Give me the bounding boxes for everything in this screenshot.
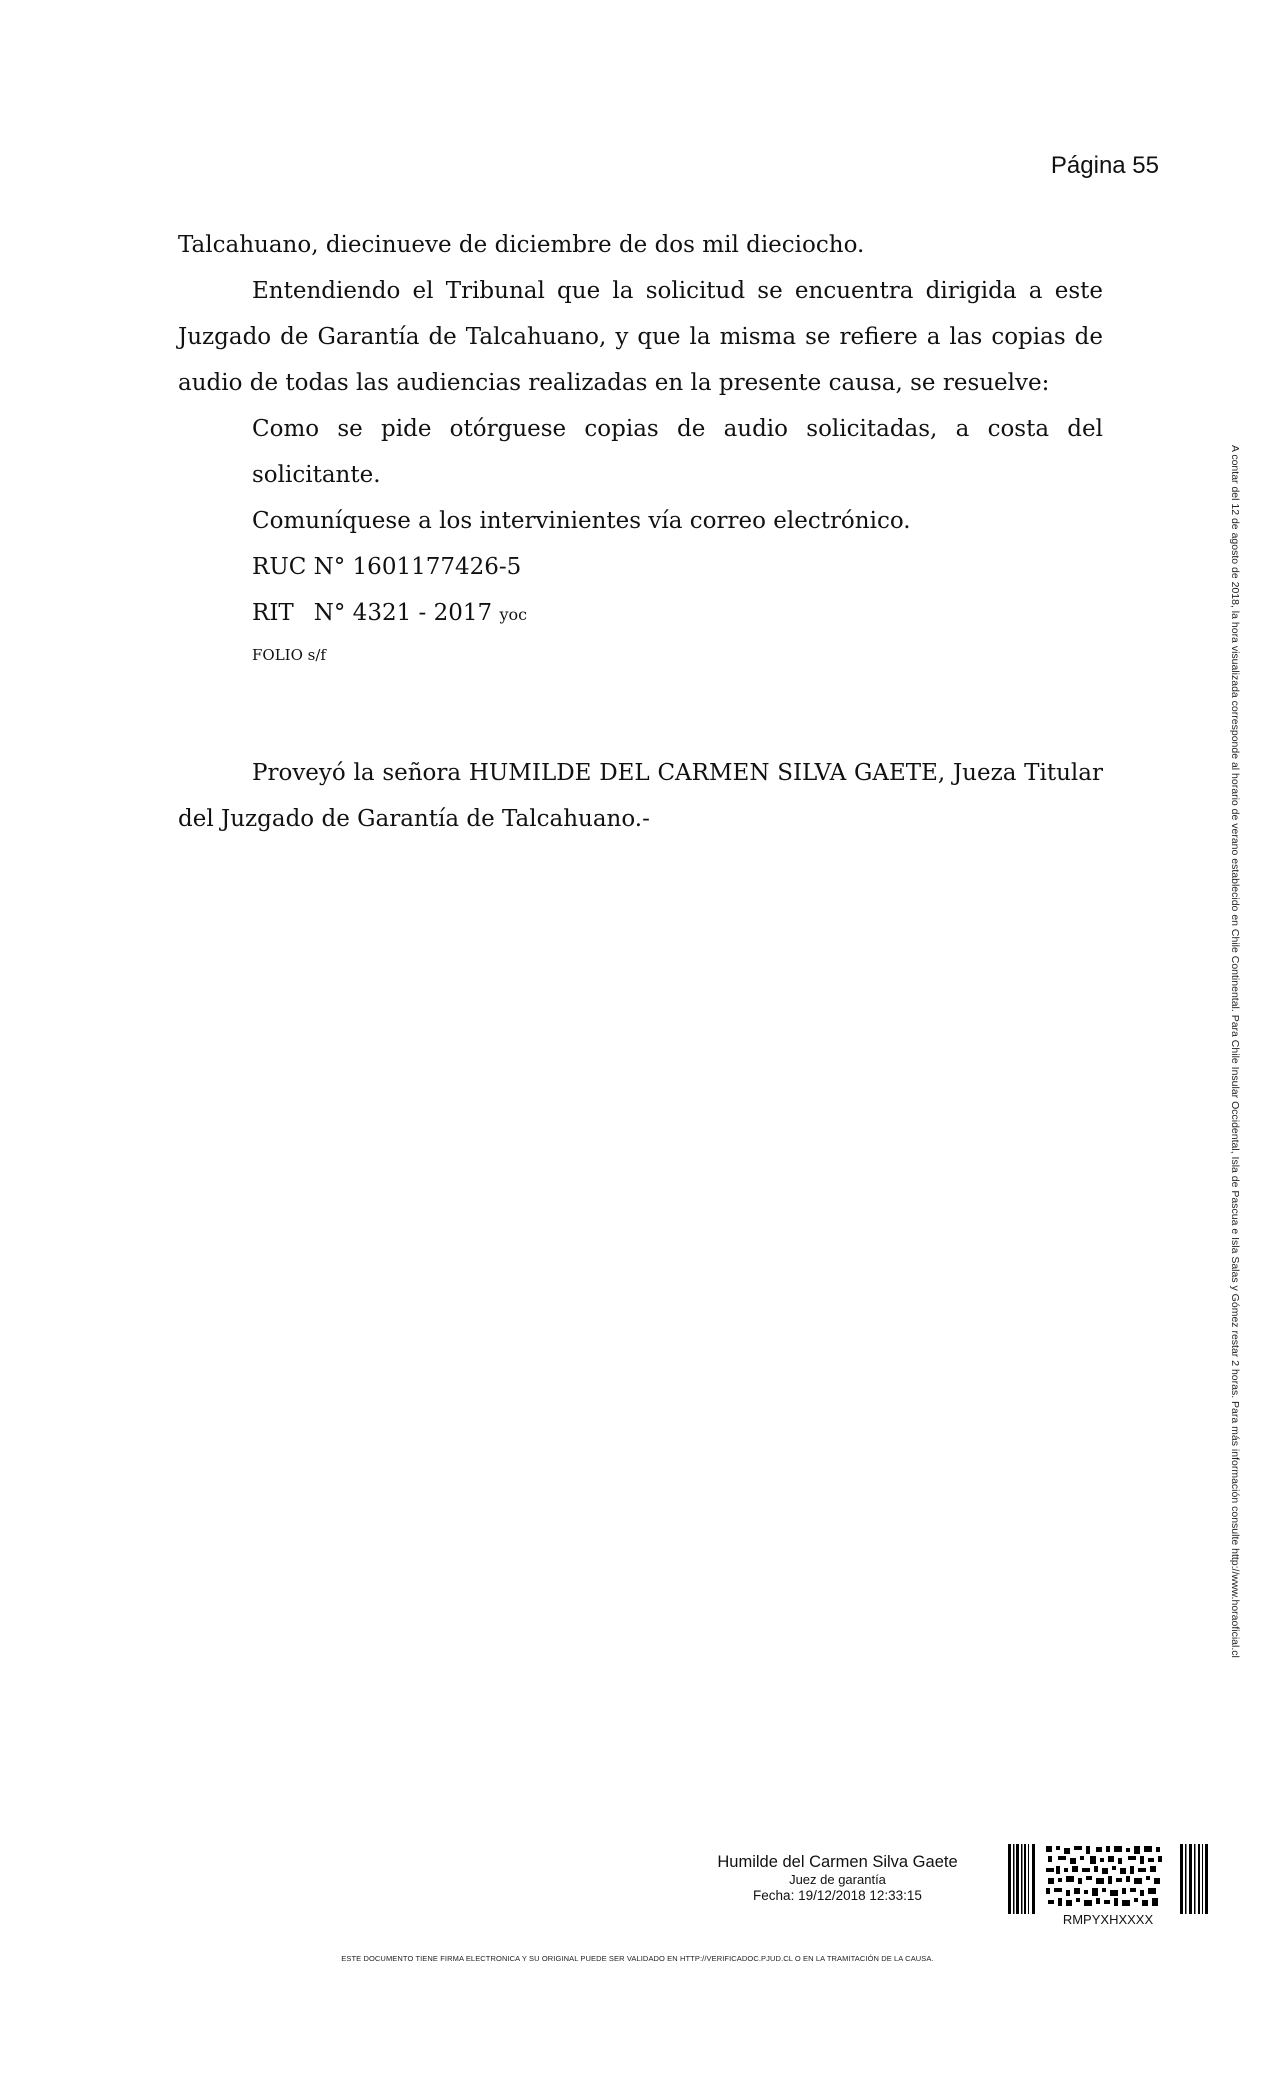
signer-role: Juez de garantía: [789, 1872, 886, 1887]
date-line: Talcahuano, diecinueve de diciembre de dos mil dieciocho.: [178, 232, 865, 258]
order-notify: Comuníquese a los intervinientes vía correo electrónico.: [252, 508, 911, 534]
rit-label: RIT: [252, 600, 294, 626]
paragraph-considering: Entendiendo el Tribunal que la solicitud se encuentra dirigida a este Juzgado de Garantía de Talcahuano, y que la misma se refiere a las copias de audio de todas las audiencias realizadas en la presente causa, se resuelve:: [178, 278, 1103, 396]
signature-block: [700, 1852, 975, 1904]
order-grant-copies: Como se pide otórguese copias de audio solicitadas, a costa del solicitante.: [252, 416, 1103, 488]
vertical-time-notice: A contar del 12 de agosto de 2018, la hora visualizada corresponde al horario de verano establecido en Chile Continental. Para Chile Insular Occidental, Isla de Pascua e Isla Salas y Gómez restar 2 horas. Para más información consulte http://www.horaoficial.cl: [1229, 445, 1241, 1658]
closing-paragraph: Proveyó la señora HUMILDE DEL CARMEN SILVA GAETE, Jueza Titular del Juzgado de Garantía de Talcahuano.-: [178, 760, 1103, 832]
rit-suffix: yoc: [499, 605, 528, 624]
folio: FOLIO s/f: [252, 646, 326, 664]
barcode-code: RMPYXHXXXX: [1062, 1912, 1154, 1927]
barcode-graphic: [1008, 1844, 1208, 1914]
signer-name: Humilde del Carmen Silva Gaete: [717, 1853, 958, 1871]
footer-notice: ESTE DOCUMENTO TIENE FIRMA ELECTRONICA Y SU ORIGINAL PUEDE SER VALIDADO EN HTTP://VERIFICADOC.PJUD.CL O EN LA TRAMITACIÓN DE LA CAUSA.: [341, 1954, 934, 1963]
rit-line: [178, 590, 1103, 638]
resolution-body: [178, 222, 1103, 842]
spacer: [178, 672, 1103, 750]
ruc-number: RUC N° 1601177426-5: [252, 554, 522, 580]
page-number: Página 55: [1050, 152, 1159, 179]
signature-date: Fecha: 19/12/2018 12:33:15: [753, 1888, 922, 1903]
rit-number: N° 4321 - 2017: [313, 600, 493, 626]
